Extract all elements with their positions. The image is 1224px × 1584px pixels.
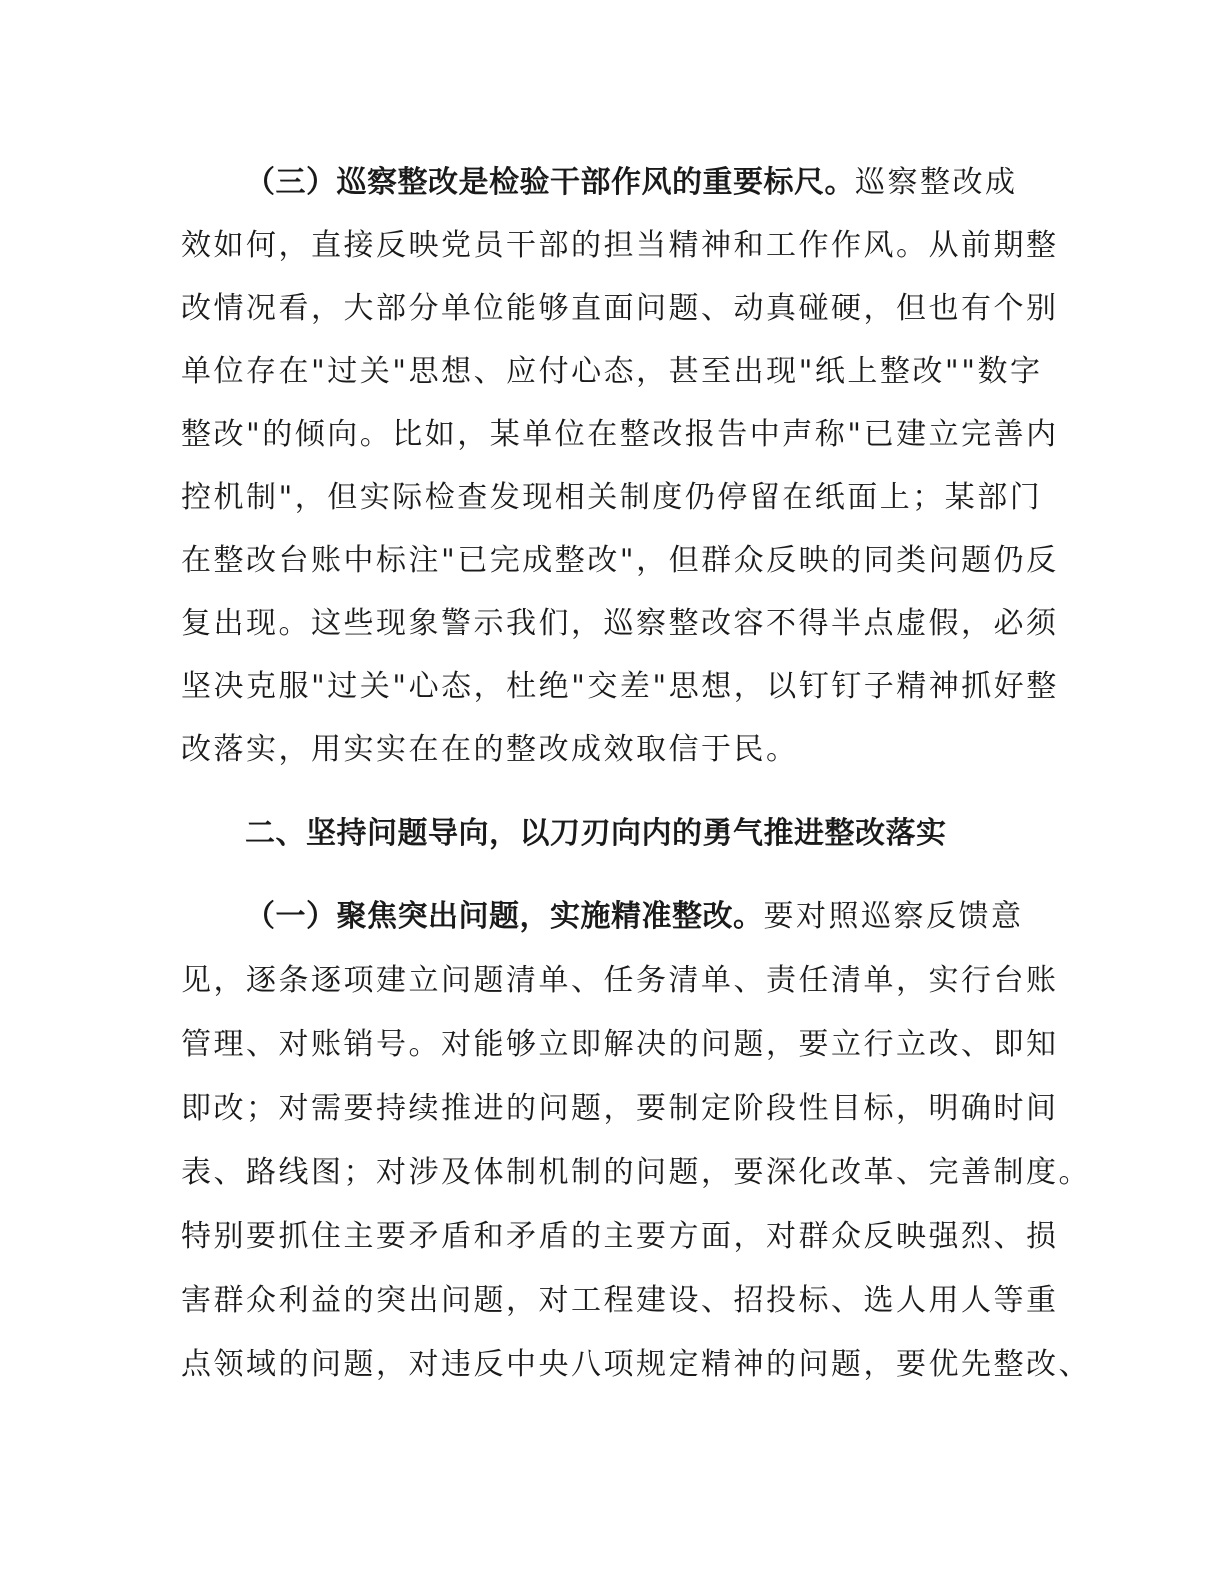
paragraph-line: 管理、对账销号。对能够立即解决的问题，要立行立改、即知: [181, 1027, 1059, 1062]
paragraph-lead-bold: （一）聚焦突出问题，实施精准整改。: [245, 899, 764, 934]
paragraph-line: 点领域的问题，对违反中央八项规定精神的问题，要优先整改、: [181, 1347, 1091, 1382]
paragraph-text: 要对照巡察反馈意: [763, 899, 1024, 934]
paragraph-line: 见，逐条逐项建立问题清单、任务清单、责任清单，实行台账: [181, 963, 1059, 998]
paragraph-line: 整改"的倾向。比如，某单位在整改报告中声称"已建立完善内: [181, 417, 1059, 452]
paragraph-line: 坚决克服"过关"心态，杜绝"交差"思想，以钉钉子精神抓好整: [181, 669, 1059, 704]
section-heading: 二、坚持问题导向，以刀刃向内的勇气推进整改落实: [245, 816, 947, 851]
paragraph-line: 害群众利益的突出问题，对工程建设、招投标、选人用人等重: [181, 1283, 1059, 1318]
paragraph-line: 在整改台账中标注"已完成整改"，但群众反映的同类问题仍反: [181, 543, 1059, 578]
paragraph-lead-bold: （三）巡察整改是检验干部作风的重要标尺。: [245, 165, 855, 200]
paragraph-line: 表、路线图；对涉及体制机制的问题，要深化改革、完善制度。: [181, 1155, 1091, 1190]
paragraph-line: 改落实，用实实在在的整改成效取信于民。: [181, 732, 799, 767]
paragraph-line: 特别要抓住主要矛盾和矛盾的主要方面，对群众反映强烈、损: [181, 1219, 1059, 1254]
paragraph-line: [245, 886, 1125, 948]
paragraph-line: 控机制"，但实际检查发现相关制度仍停留在纸面上；某部门: [181, 480, 1043, 515]
paragraph-line: 即改；对需要持续推进的问题，要制定阶段性目标，明确时间: [181, 1091, 1059, 1126]
paragraph-line: 复出现。这些现象警示我们，巡察整改容不得半点虚假，必须: [181, 606, 1059, 641]
paragraph-text: 巡察整改成: [855, 165, 1018, 200]
paragraph-line: 改情况看，大部分单位能够直面问题、动真碰硬，但也有个别: [181, 291, 1059, 326]
paragraph-line: 效如何，直接反映党员干部的担当精神和工作作风。从前期整: [181, 228, 1059, 263]
paragraph-line: 单位存在"过关"思想、应付心态，甚至出现"纸上整改""数字: [181, 354, 1043, 389]
paragraph-line: [245, 152, 1125, 214]
